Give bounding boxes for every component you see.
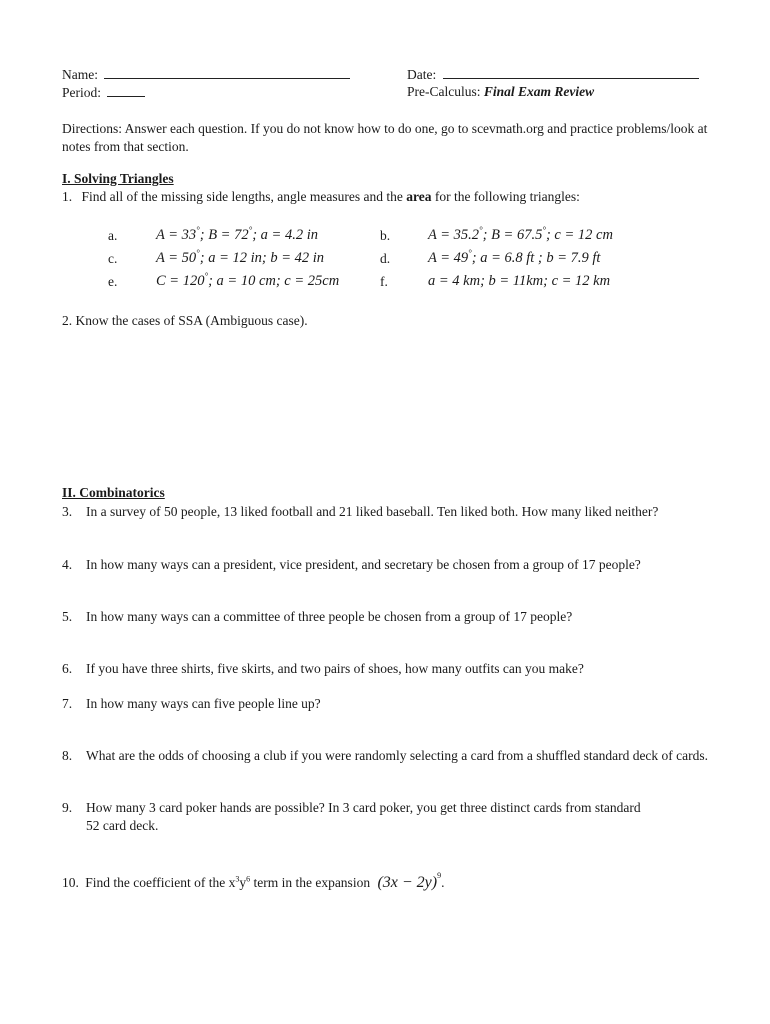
triangle-e — [108, 271, 340, 290]
section-title-combinatorics: II. Combinatorics — [62, 485, 165, 500]
triangle-c — [108, 248, 325, 267]
triangle-letter: a. — [108, 228, 118, 243]
triangle-given: a = 4 km; b = 11km; c = 12 km — [428, 273, 611, 289]
triangle-given: A = 50°; a = 12 in; b = 42 in — [156, 248, 325, 266]
question-10 — [62, 870, 445, 892]
date-line — [407, 66, 699, 83]
triangle-letter: b. — [380, 228, 391, 243]
triangle-letter: c. — [108, 251, 118, 266]
question-text: In how many ways can a committee of three people be chosen from a group of 17 people? — [86, 609, 573, 624]
question-6 — [62, 660, 712, 678]
question-number: 5. — [62, 609, 73, 624]
question-2: 2. Know the cases of SSA (Ambiguous case). — [62, 313, 308, 328]
triangle-letter: f. — [380, 274, 388, 289]
triangle-d — [380, 248, 601, 267]
question-4 — [62, 556, 712, 574]
triangle-a — [108, 225, 318, 244]
course-label: Pre-Calculus: — [407, 84, 481, 99]
question-3 — [62, 503, 712, 521]
question-number: 8. — [62, 748, 73, 763]
question-9 — [62, 799, 712, 835]
question-text-pre: Find the coefficient of the x — [85, 875, 236, 890]
question-1-number: 1. — [62, 189, 73, 204]
question-text: In how many ways can five people line up? — [86, 696, 321, 711]
variable-y: y — [239, 875, 247, 890]
question-text: What are the odds of choosing a club if you were randomly selecting a card from a shuffled standard deck of cards. — [86, 748, 709, 763]
course-line — [407, 84, 594, 100]
page-title: Final Exam Review — [483, 84, 595, 99]
question-1 — [62, 189, 580, 205]
question-number: 4. — [62, 557, 73, 572]
binomial-expression: (3x − 2y) — [377, 874, 438, 891]
question-text-post: term in the expansion — [250, 875, 374, 890]
triangle-f — [380, 273, 611, 290]
triangle-given: C = 120°; a = 10 cm; c = 25cm — [156, 271, 340, 289]
question-number: 7. — [62, 696, 73, 711]
question-text: In a survey of 50 people, 13 liked football and 21 liked baseball. Ten liked both. How many liked neither? — [86, 504, 659, 519]
question-text: How many 3 card poker hands are possible? In 3 card poker, you get three distinct cards from standard 52 card deck. — [86, 800, 641, 833]
binomial-exponent: 9 — [437, 870, 442, 880]
question-number: 10. — [62, 875, 79, 890]
directions: Directions: Answer each question. If you do not know how to do one, go to scevmath.org and practice problems/look at notes from that section. — [62, 121, 708, 154]
question-1-text-post: for the following triangles: — [431, 189, 580, 204]
triangle-letter: d. — [380, 251, 391, 266]
triangle-given: A = 35.2°; B = 67.5°; c = 12 cm — [428, 225, 613, 243]
question-number: 9. — [62, 800, 73, 815]
period-label: Period: — [62, 85, 101, 100]
name-line — [62, 66, 350, 83]
question-7 — [62, 695, 712, 713]
question-5 — [62, 608, 712, 626]
name-label: Name: — [62, 67, 98, 82]
question-number: 3. — [62, 504, 73, 519]
period-line — [62, 84, 145, 101]
triangle-given: A = 49°; a = 6.8 ft ; b = 7.9 ft — [428, 248, 601, 266]
question-10-period: . — [441, 875, 445, 890]
date-blank — [443, 66, 699, 79]
section-title-solving-triangles: I. Solving Triangles — [62, 171, 174, 186]
date-label: Date: — [407, 67, 437, 82]
question-text: In how many ways can a president, vice president, and secretary be chosen from a group of 17 people? — [86, 557, 641, 572]
question-number: 6. — [62, 661, 73, 676]
question-1-text-bold: area — [406, 189, 432, 204]
triangle-b — [380, 225, 613, 244]
question-1-text-pre: Find all of the missing side lengths, angle measures and the — [81, 189, 407, 204]
exponent-x: 3 — [235, 874, 240, 884]
triangle-letter: e. — [108, 274, 118, 289]
period-blank — [107, 84, 145, 97]
question-text: If you have three shirts, five skirts, and two pairs of shoes, how many outfits can you make? — [86, 661, 584, 676]
question-8 — [62, 747, 712, 765]
triangle-given: A = 33°; B = 72°; a = 4.2 in — [156, 225, 318, 243]
name-blank — [104, 66, 350, 79]
exponent-y: 6 — [246, 874, 251, 884]
